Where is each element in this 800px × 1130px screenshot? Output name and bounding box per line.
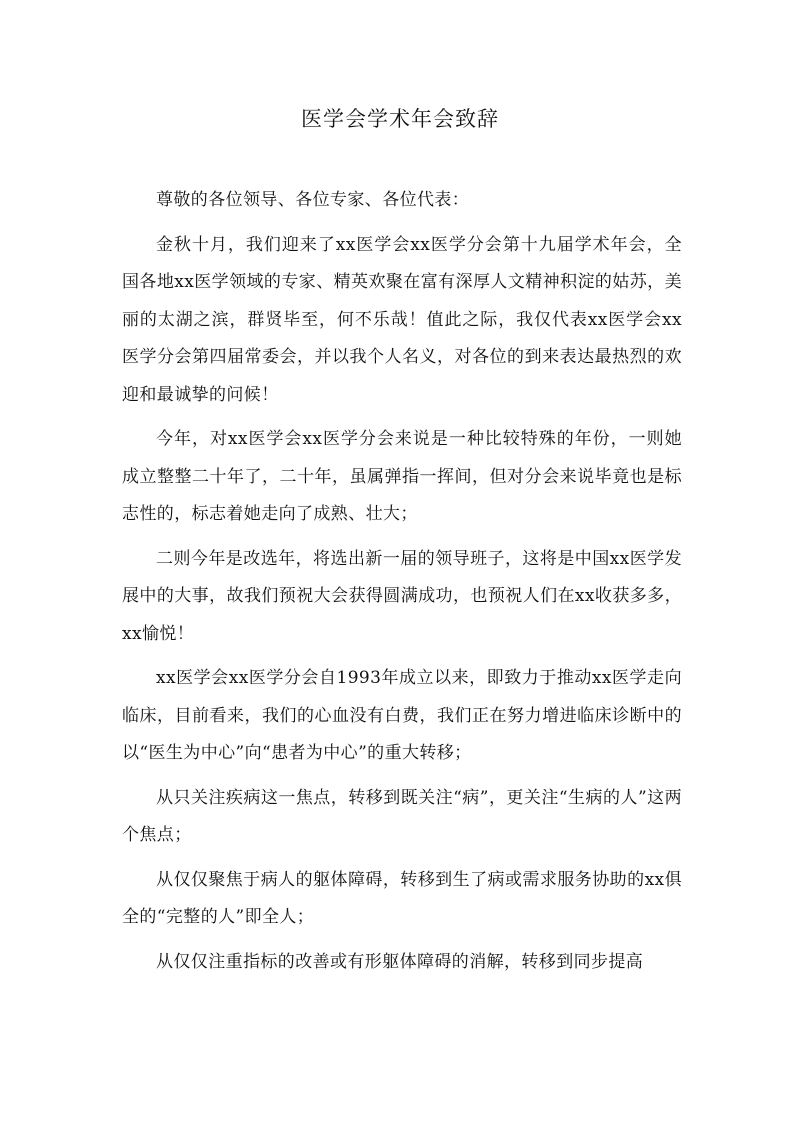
body-paragraph: 二则今年是改选年，将选出新一届的领导班子，这将是中国xx医学发展中的大事，故我们预祝大会获得圆满成功，也预祝人们在xx收获多多，xx愉悦！	[122, 548, 682, 644]
document-title: 医学会学术年会致辞	[301, 107, 499, 131]
body-paragraph: xx医学会xx医学分会自1993年成立以来，即致力于推动xx医学走向临床，目前看来，我们的心血没有白费，我们正在努力增进临床诊断中的以“医生为中心”向“患者为中心”的重大转移；	[122, 668, 682, 763]
body-paragraph: 从仅仅注重指标的改善或有形躯体障碍的消解，转移到同步提高	[156, 951, 644, 972]
salutation-paragraph: 尊敬的各位领导、各位专家、各位代表：	[156, 190, 470, 210]
body-paragraph: 金秋十月，我们迎来了xx医学会xx医学分会第十九届学术年会，全国各地xx医学领域的专家、精英欢聚在富有深厚人文精神积淀的姑苏，美丽的太湖之滨，群贤毕至，何不乐哉！值此之际，我仅代表xx医学会xx医学分会第四届常委会，并以我个人名义，对各位的到来表达最热烈的欢迎和最诚挚的问候！	[122, 234, 682, 405]
document-body	[122, 182, 682, 981]
body-paragraph: 从只关注疾病这一焦点，转移到既关注“病”，更关注“生病的人”这两个焦点；	[122, 787, 682, 845]
body-paragraph: 从仅仅聚焦于病人的躯体障碍，转移到生了病或需求服务协助的xx俱全的“完整的人”即全人；	[122, 869, 682, 927]
body-paragraph: 今年，对xx医学会xx医学分会来说是一种比较特殊的年份，一则她成立整整二十年了，二十年，虽属弹指一挥间，但对分会来说毕竟也是标志性的，标志着她走向了成熟、壮大；	[122, 429, 682, 524]
